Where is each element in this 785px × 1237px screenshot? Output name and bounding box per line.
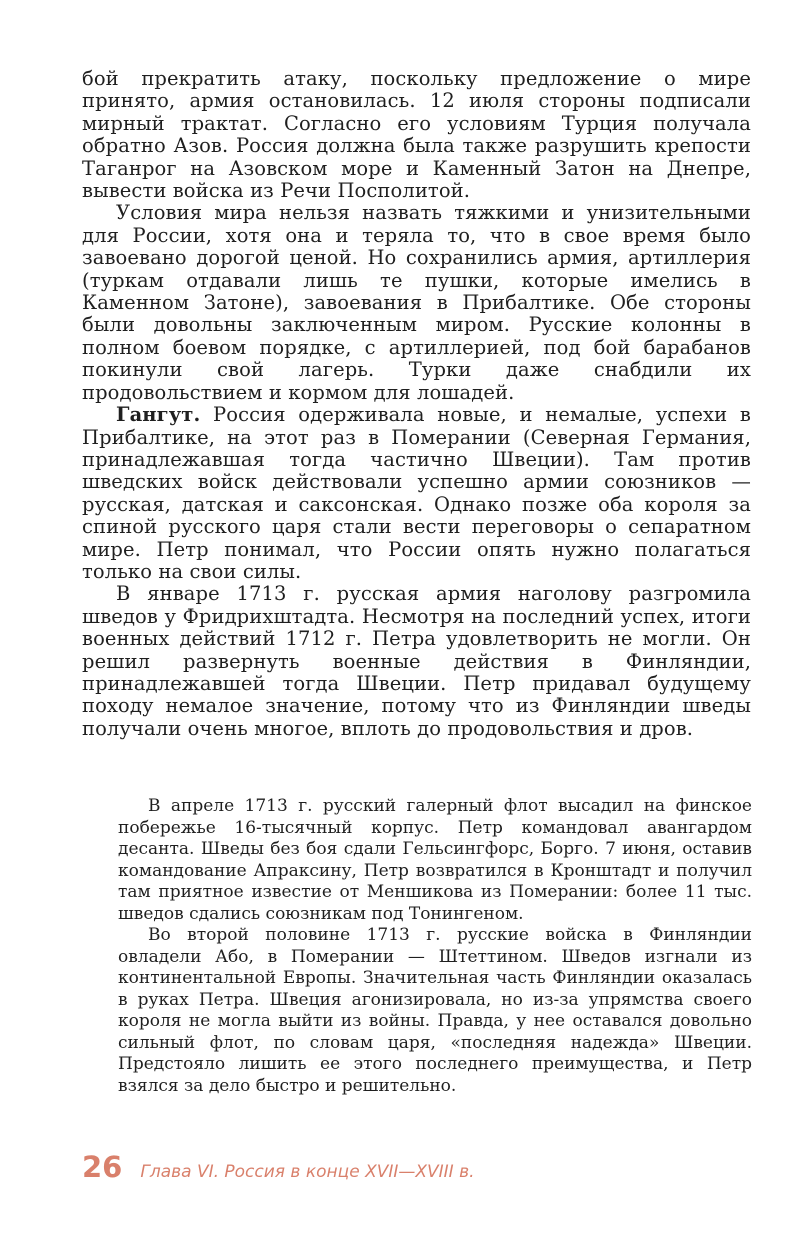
paragraph-april-1713: В апреле 1713 г. русский галерный флот высадил на финское побережье 16-тысячный корпус. Петр командовал авангардом десанта. Шведы без боя сдали Гельсингфорс, Борго. 7 июня, оставив командование Апраксину, Петр возвратился в Кронштадт и получил там приятное известие от Меншикова из Померании: более 11 тыс. шведов сдались союзникам под Тонингеном. [118, 796, 752, 924]
paragraph-january-1713: В январе 1713 г. русская армия наголову разгромила шведов у Фридрихштадта. Несмотря на последний успех, итоги военных действий 1712 г. Петра удовлетворить не могли. Он решил развернуть военные действия в Финляндии, принадлежавшей тогда Швеции. Петр придавал будущему походу немалое значение, потому что из Финляндии шведы получали очень многое, вплоть до продовольствия и дров. [82, 582, 751, 740]
page-number: 26 [82, 1150, 123, 1184]
paragraph-second-half-1713: Во второй половине 1713 г. русские войска в Финляндии овладели Або, в Померании — Штеттином. Шведов изгнали из континентальной Европы. Значительная часть Финляндии оказалась в руках Петра. Швеция агонизировала, но из-за упрямства своего короля не могла выйти из войны. Правда, у нее оставался довольно сильный флот, по словам царя, «последняя надежда» Швеции. Предстояло лишить ее этого последнего преимущества, и Петр взялся за дело быстро и решительно. [118, 925, 752, 1096]
paragraph-gangut-text: Россия одерживала новые, и немалые, успехи в Прибалтике, на этот раз в Померании (Северная Германия, принадлежавшая тогда частично Швеции). Там против шведских войск действовали успешно армии союзников — русская, датская и саксонская. Однако позже оба короля за спиной русского царя стали вести переговоры о сепаратном мире. Петр понимал, что России опять нужно полагаться только на свои силы. [82, 403, 751, 583]
paragraph-gangut [82, 404, 751, 583]
supplementary-text-block [118, 796, 752, 1097]
paragraph-peace-terms: Условия мира нельзя назвать тяжкими и унизительными для России, хотя она и теряла то, что в свое время было завоевано дорогой ценой. Но сохранились армия, артиллерия (туркам отдавали лишь те пушки, которые имелись в Каменном Затоне), завоевания в Прибалтике. Обе стороны были довольны заключенным миром. Русские колонны в полном боевом порядке, с артиллерией, под бой барабанов покинули свой лагерь. Турки даже снабдили их продовольствием и кормом для лошадей. [82, 201, 751, 404]
section-heading-gangut: Гангут. [116, 403, 201, 427]
main-text-block [82, 68, 751, 740]
paragraph-peace-treaty: бой прекратить атаку, поскольку предложение о мире принято, армия остановилась. 12 июля стороны подписали мирный трактат. Согласно его условиям Турция получала обратно Азов. Россия должна была также разрушить крепости Таганрог на Азовском море и Каменный Затон на Днепре, вывести войска из Речи Посполитой. [82, 67, 751, 203]
chapter-title: Глава VI. Россия в конце XVII—XVIII в. [140, 1162, 475, 1182]
page-footer [82, 1150, 475, 1186]
